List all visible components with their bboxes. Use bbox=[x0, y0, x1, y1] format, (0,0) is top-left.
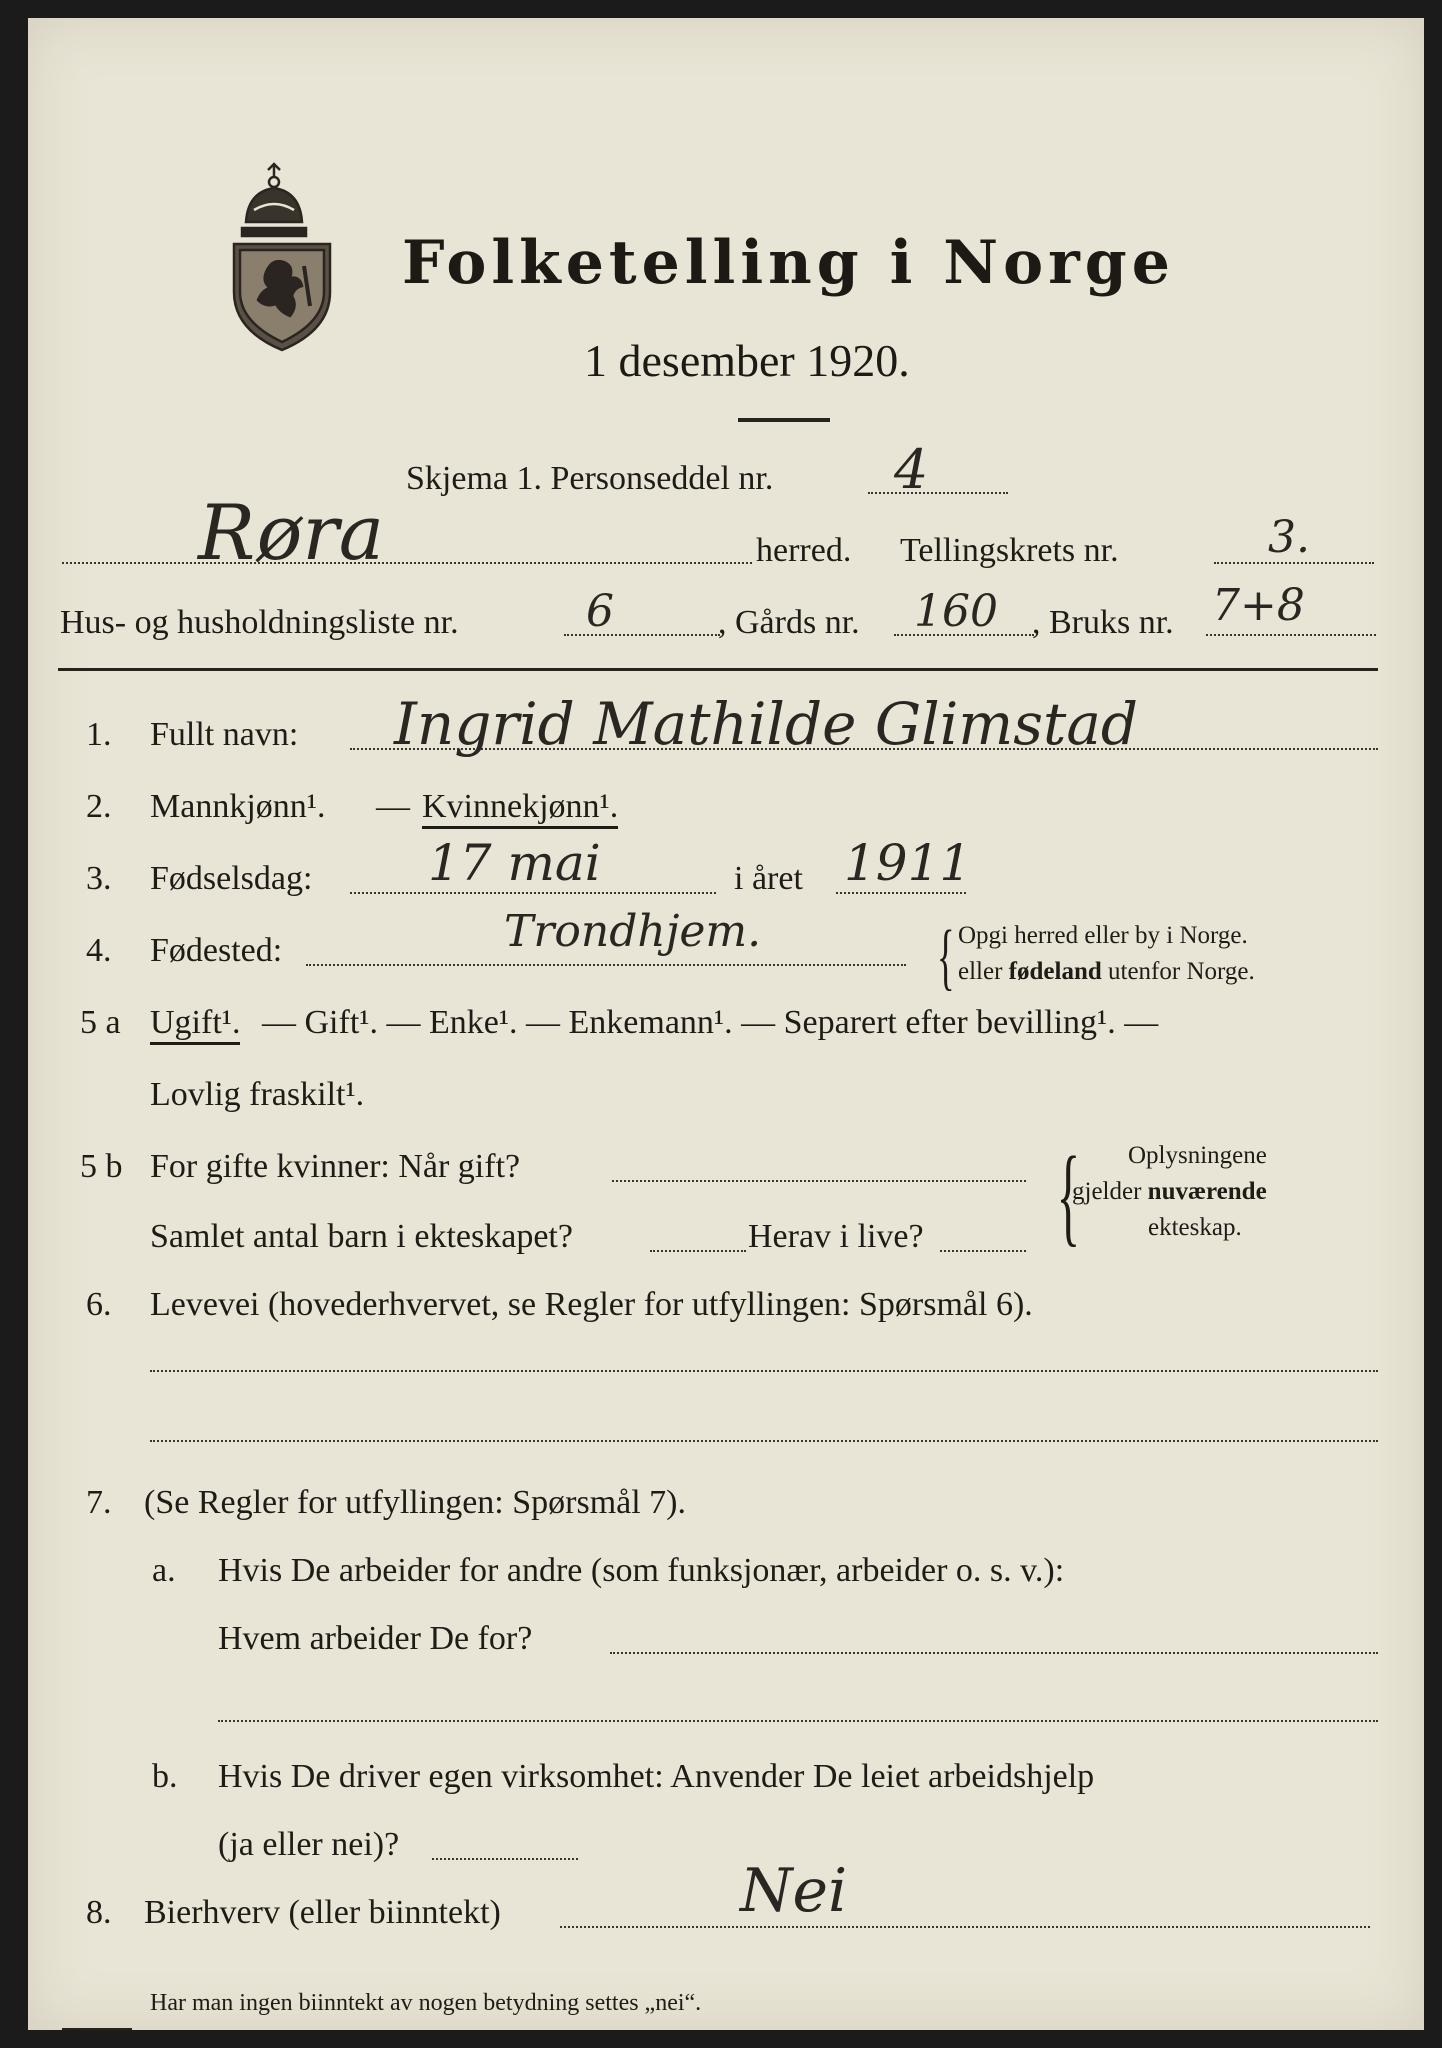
q7-label: (Se Regler for utfyllingen: Spørsmål 7). bbox=[144, 1484, 687, 1521]
husliste-label: Hus- og husholdningsliste nr. bbox=[60, 604, 459, 641]
q5b-note-line1: Oplysningene bbox=[1128, 1142, 1267, 1169]
tellingskrets-label: Tellingskrets nr. bbox=[900, 532, 1119, 569]
q7a-label-line1: Hvis De arbeider for andre (som funksjonær, arbeider o. s. v.): bbox=[218, 1552, 1065, 1589]
children-alive-field[interactable] bbox=[940, 1250, 1026, 1252]
q6-label: Levevei (hovederhvervet, se Regler for utfyllingen: Spørsmål 6). bbox=[150, 1286, 1033, 1323]
q8-number: 8. bbox=[86, 1894, 112, 1931]
q5b-note-line3: ekteskap. bbox=[1148, 1214, 1242, 1241]
full-name-value: Ingrid Mathilde Glimstad bbox=[394, 690, 1139, 758]
q5a-number: 5 a bbox=[80, 1004, 121, 1041]
herred-value: Røra bbox=[198, 488, 385, 577]
q2-number: 2. bbox=[86, 788, 112, 825]
bruks-label: , Bruks nr. bbox=[1032, 604, 1174, 641]
herred-field[interactable] bbox=[62, 562, 752, 564]
q7a-label-line2: Hvem arbeider De for? bbox=[218, 1620, 533, 1657]
side-income-field[interactable] bbox=[560, 1926, 1370, 1928]
q1-number: 1. bbox=[86, 716, 112, 753]
married-when-field[interactable] bbox=[612, 1180, 1026, 1182]
husliste-value: 6 bbox=[586, 586, 614, 637]
lovlig-fraskilt-option[interactable]: Lovlig fraskilt¹. bbox=[150, 1076, 365, 1113]
personseddel-field[interactable] bbox=[868, 492, 1008, 494]
children-count-label: Samlet antal barn i ekteskapet? bbox=[150, 1218, 573, 1255]
census-form-sheet bbox=[28, 18, 1424, 2030]
birth-year-field[interactable] bbox=[836, 892, 966, 894]
ugift-option-selected[interactable]: Ugift¹. bbox=[150, 1004, 240, 1045]
birthday-field[interactable] bbox=[350, 892, 716, 894]
norwegian-coat-of-arms-icon bbox=[226, 162, 346, 354]
marital-status-options[interactable]: — Gift¹. — Enke¹. — Enkemann¹. — Separert efter bevilling¹. — bbox=[262, 1004, 1159, 1041]
male-option[interactable]: Mannkjønn¹. bbox=[150, 788, 326, 825]
q5b-note-line2: gjelder nuværende bbox=[1072, 1178, 1267, 1205]
children-alive-label: Herav i live? bbox=[748, 1218, 924, 1255]
employer-field-line2[interactable] bbox=[218, 1720, 1378, 1722]
form-title: Folketelling i Norge bbox=[402, 228, 1175, 298]
female-option-selected[interactable]: Kvinnekjønn¹. bbox=[422, 788, 618, 829]
q4-brace: { bbox=[936, 916, 955, 998]
header-divider bbox=[58, 668, 1378, 671]
footer-note: Har man ingen biinntekt av nogen betydning settes „nei“. bbox=[150, 1990, 702, 2016]
employer-field-line1[interactable] bbox=[610, 1652, 1378, 1654]
birthplace-field[interactable] bbox=[306, 964, 906, 966]
herred-label: herred. bbox=[756, 532, 852, 569]
gards-label: , Gårds nr. bbox=[718, 604, 860, 641]
q7a-letter: a. bbox=[152, 1552, 176, 1589]
birthday-value: 17 mai bbox=[428, 834, 601, 892]
census-date: 1 desember 1920. bbox=[584, 335, 910, 386]
q6-number: 6. bbox=[86, 1286, 112, 1323]
q7-number: 7. bbox=[86, 1484, 112, 1521]
q7b-label-line1: Hvis De driver egen virksomhet: Anvender De leiet arbeidshjelp bbox=[218, 1758, 1095, 1795]
bruks-field[interactable] bbox=[1206, 634, 1376, 636]
side-income-value: Nei bbox=[740, 1856, 848, 1926]
q7b-letter: b. bbox=[152, 1758, 178, 1795]
occupation-field-line2[interactable] bbox=[150, 1440, 1378, 1442]
birth-year-value: 1911 bbox=[844, 834, 972, 892]
occupation-field-line1[interactable] bbox=[150, 1370, 1378, 1372]
q7b-label-line2: (ja eller nei)? bbox=[218, 1826, 400, 1863]
hired-help-field[interactable] bbox=[432, 1858, 578, 1860]
tellingskrets-value: 3. bbox=[1268, 512, 1310, 563]
q1-label: Fullt navn: bbox=[150, 716, 299, 753]
q2-separator: — bbox=[376, 788, 410, 825]
q5b-number: 5 b bbox=[80, 1148, 123, 1185]
birthplace-value: Trondhjem. bbox=[504, 906, 762, 957]
q4-note-line2: eller fødeland utenfor Norge. bbox=[958, 958, 1255, 985]
q3-number: 3. bbox=[86, 860, 112, 897]
gards-value: 160 bbox=[914, 586, 998, 637]
q4-label: Fødested: bbox=[150, 932, 283, 969]
q8-label: Bierhverv (eller biinntekt) bbox=[144, 1894, 501, 1931]
title-divider bbox=[738, 418, 830, 422]
q5b-married-when-label: For gifte kvinner: Når gift? bbox=[150, 1148, 521, 1185]
bruks-value: 7+8 bbox=[1212, 580, 1305, 631]
q4-note-line1: Opgi herred eller by i Norge. bbox=[958, 922, 1248, 949]
personseddel-value: 4 bbox=[894, 438, 929, 501]
q4-number: 4. bbox=[86, 932, 112, 969]
personseddel-label: Skjema 1. Personseddel nr. bbox=[406, 460, 774, 497]
birth-year-label: i året bbox=[734, 860, 803, 897]
q5b-brace: { bbox=[1056, 1134, 1081, 1256]
footer-rule bbox=[62, 2028, 132, 2030]
q3-label: Fødselsdag: bbox=[150, 860, 313, 897]
children-count-field[interactable] bbox=[650, 1250, 746, 1252]
